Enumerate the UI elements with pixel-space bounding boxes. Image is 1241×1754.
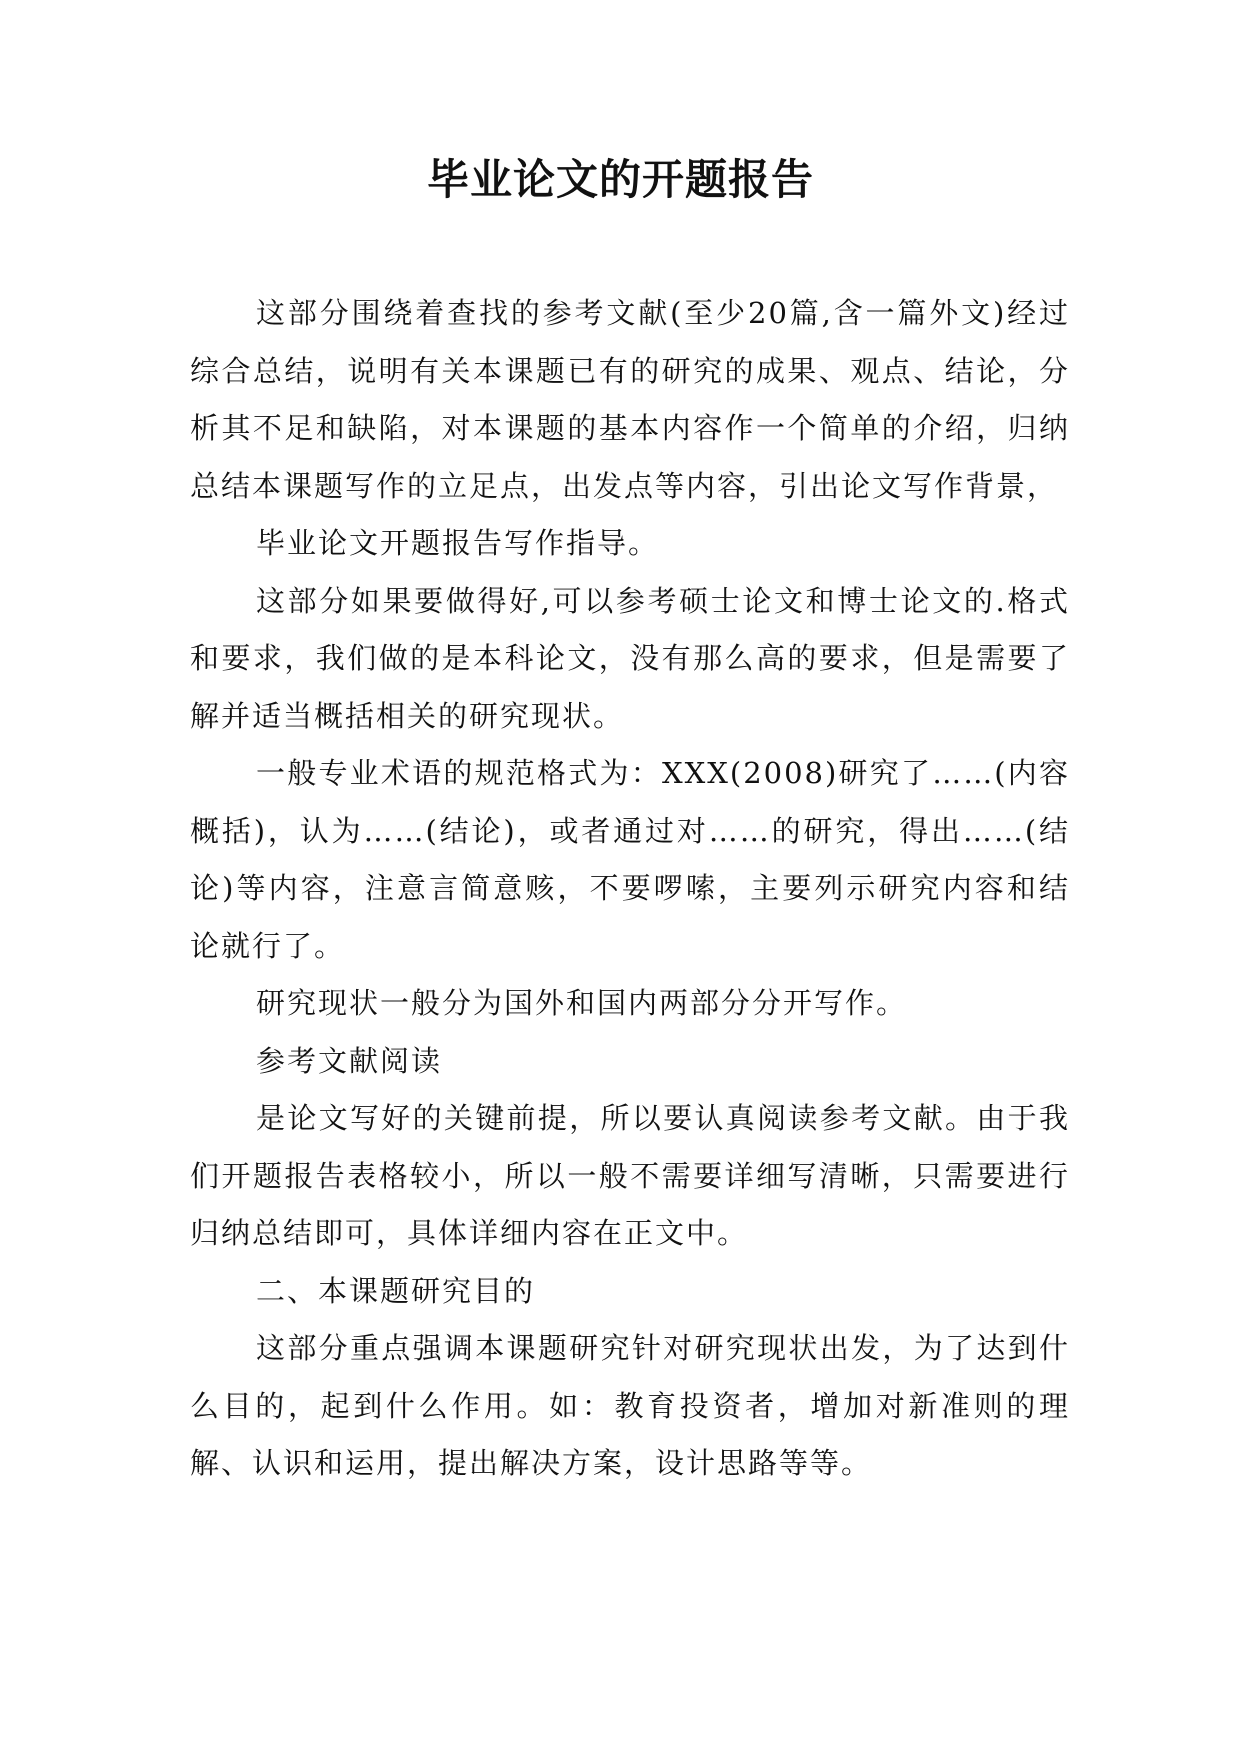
document-body xyxy=(190,285,1070,1493)
paragraph-citation-format: 一般专业术语的规范格式为：XXX(2008)研究了……(内容概括)，认为……(结论)，或者通过对……的研究，得出……(结论)等内容，注意言简意赅，不要啰嗦，主要列示研究内容和结论就行了。 xyxy=(190,756,1070,963)
paragraph-research-status: 研究现状一般分为国外和国内两部分分开写作。 xyxy=(256,986,908,1020)
paragraph-reading-importance: 是论文写好的关键前提，所以要认真阅读参考文献。由于我们开题报告表格较小，所以一般不需要详细写清晰，只需要进行归纳总结即可，具体详细内容在正文中。 xyxy=(190,1101,1070,1250)
paragraph-literature-review: 这部分围绕着查找的参考文献(至少20篇,含一篇外文)经过综合总结，说明有关本课题已有的研究的成果、观点、结论，分析其不足和缺陷，对本课题的基本内容作一个简单的介绍，归纳总结本课题写作的立足点，出发点等内容，引出论文写作背景， xyxy=(190,296,1070,503)
paragraph-writing-guide: 毕业论文开题报告写作指导。 xyxy=(256,526,660,560)
page-title: 毕业论文的开题报告 xyxy=(426,155,814,204)
paragraph-format-requirements: 这部分如果要做得好,可以参考硕士论文和博士论文的.格式和要求，我们做的是本科论文，没有那么高的要求，但是需要了解并适当概括相关的研究现状。 xyxy=(190,583,1070,733)
paragraph-research-purpose: 这部分重点强调本课题研究针对研究现状出发，为了达到什么目的，起到什么作用。如：教育投资者，增加对新准则的理解、认识和运用，提出解决方案，设计思路等等。 xyxy=(190,1331,1070,1480)
section-heading-research-purpose: 二、本课题研究目的 xyxy=(256,1273,536,1308)
paragraph-reference-reading: 参考文献阅读 xyxy=(256,1043,443,1078)
